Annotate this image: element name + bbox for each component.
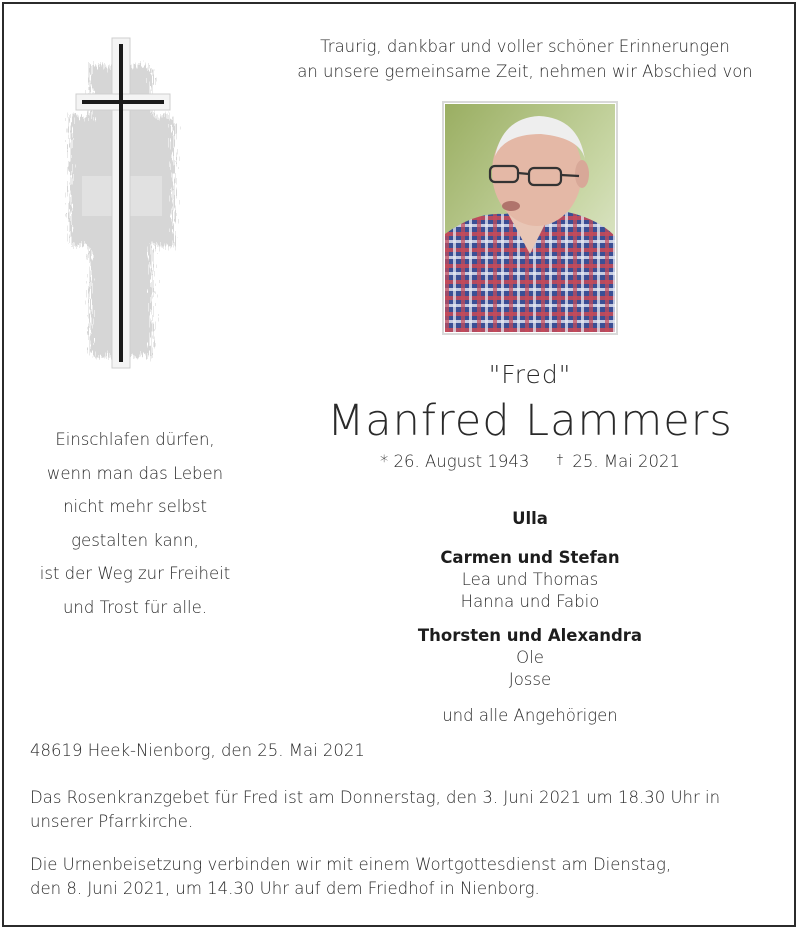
death-cross-icon: †	[556, 453, 564, 468]
rosary-line-1: Das Rosenkranzgebet für Fred ist am Donnerstag, den 3. Juni 2021 um 18.30 Uhr in	[30, 788, 721, 807]
burial-line-2: den 8. Juni 2021, um 14.30 Uhr auf dem Friedhof in Nienborg.	[30, 879, 540, 898]
burial-line-1: Die Urnenbeisetzung verbinden wir mit einem Wortgottesdienst am Dienstag,	[30, 855, 672, 874]
nickname: "Fred"	[488, 360, 572, 389]
deceased-name: Manfred Lammers	[327, 396, 733, 446]
poem-line: ist der Weg zur Freiheit	[39, 564, 231, 583]
poem-line: und Trost für alle.	[62, 597, 208, 617]
cross-icon	[52, 36, 192, 382]
rosary-notice	[30, 786, 770, 834]
place-and-date: 48619 Heek-Nienborg, den 25. Mai 2021	[30, 741, 365, 760]
poem	[20, 423, 250, 624]
life-dates	[330, 452, 730, 471]
family-member: Josse	[508, 670, 552, 689]
rosary-line-2: unserer Pfarrkirche.	[30, 812, 194, 831]
poem-line: Einschlafen dürfen,	[55, 430, 215, 449]
other-relatives: und alle Angehörigen	[442, 706, 618, 725]
poem-line: wenn man das Leben	[46, 463, 224, 483]
poem-line: nicht mehr selbst	[63, 497, 207, 516]
burial-notice	[30, 853, 770, 901]
poem-line: gestalten kann,	[71, 530, 199, 550]
intro-text	[290, 34, 760, 84]
mourners-list	[380, 508, 680, 727]
family-member: Hanna und Fabio	[460, 592, 600, 611]
family-group-head: Carmen und Stefan	[440, 548, 620, 567]
intro-line-2: an unsere gemeinsame Zeit, nehmen wir Abschied von	[297, 62, 753, 81]
family-member: Ole	[516, 648, 544, 667]
portrait-photo	[442, 101, 618, 335]
family-member: Lea und Thomas	[461, 570, 599, 589]
intro-line-1: Traurig, dankbar und voller schöner Erinnerungen	[320, 37, 730, 56]
birth-date: * 26. August 1943	[379, 452, 530, 471]
spouse-name: Ulla	[512, 509, 548, 528]
death-date: 25. Mai 2021	[572, 452, 681, 471]
family-group-head: Thorsten und Alexandra	[417, 626, 643, 645]
